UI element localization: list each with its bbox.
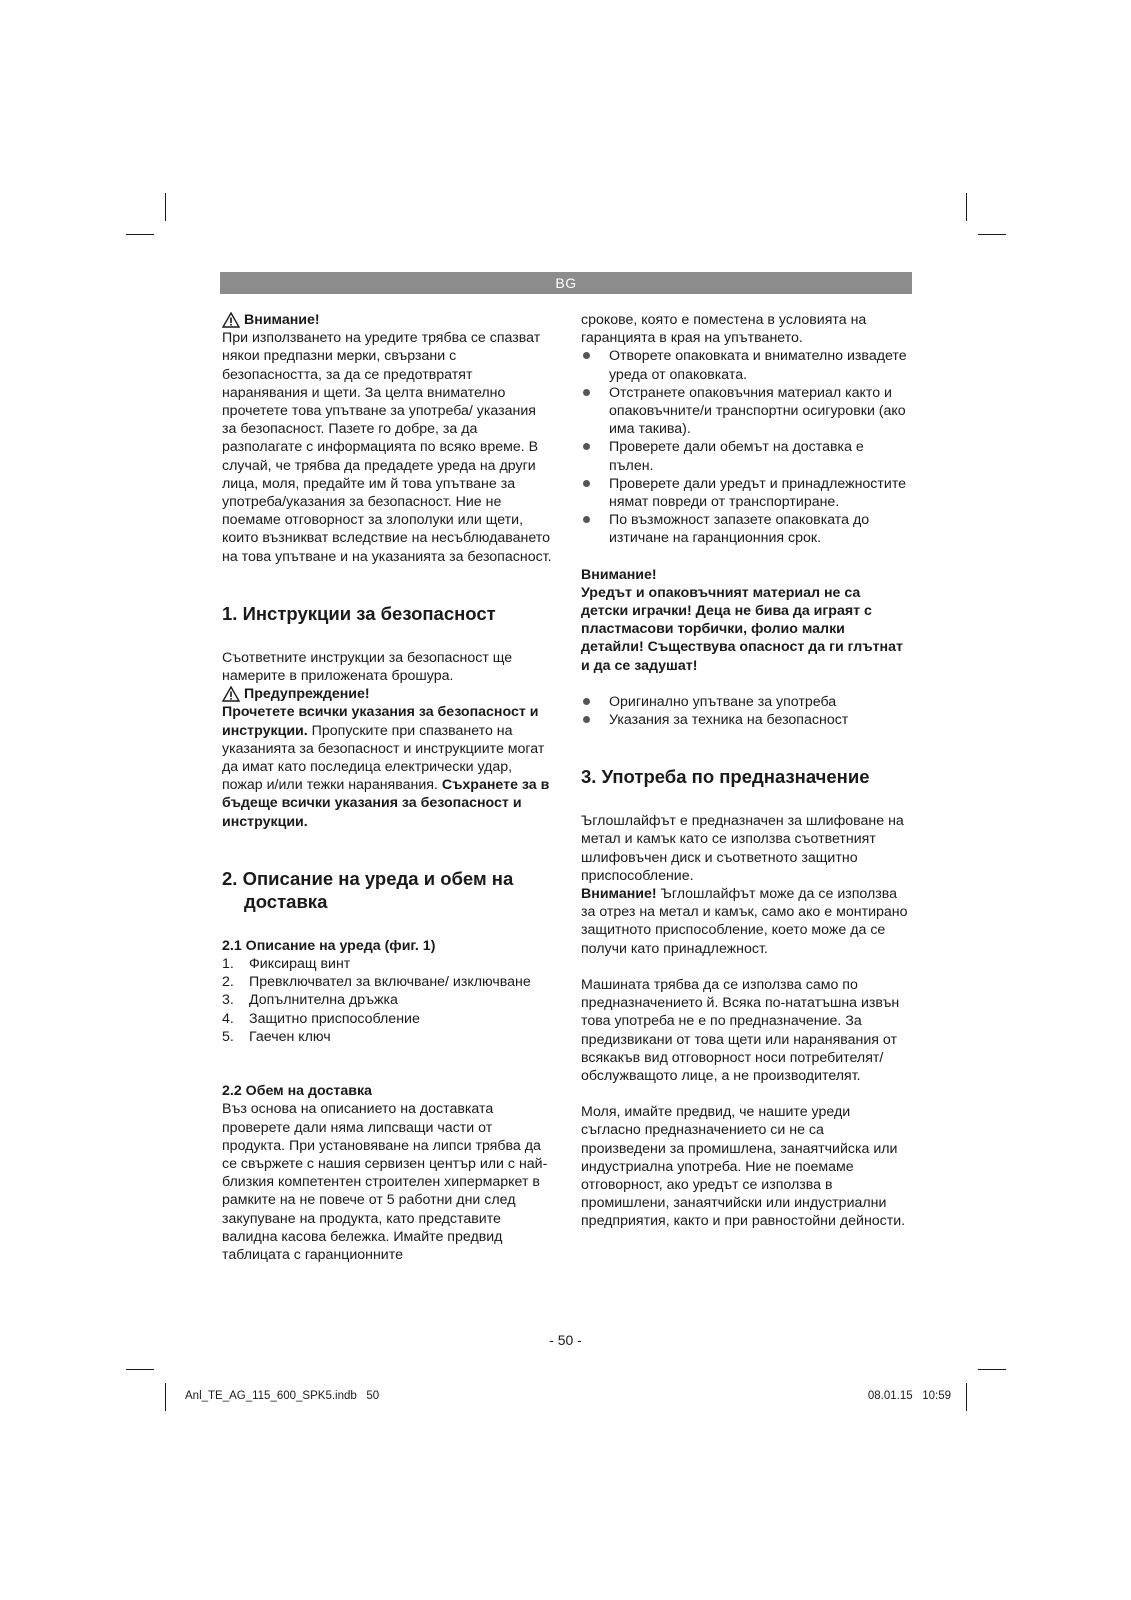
bullet-icon bbox=[583, 480, 590, 487]
list-item: 2. Превключвател за включване/ изключване bbox=[222, 974, 531, 991]
list-item: По възможност запазете опаковката до изтичане на гаранционния срок. bbox=[581, 511, 911, 547]
list-item: 4. Защитно приспособление bbox=[222, 1010, 420, 1027]
section-3-text: Моля, имайте предвид, че нашите уреди съгласно предназначението си не са произведени за промишлена, занаятчийска или индустриална употреба. Ние не поемаме отговорност, ако уредът се използва в промишлени, занаятчийски или индустриални предприятия, както и при равностойни дейности. bbox=[581, 1104, 906, 1230]
list-item: Проверете дали уредът и принадлежностите нямат повреди от транспортиране. bbox=[581, 475, 911, 511]
warning-triangle-icon bbox=[222, 686, 240, 702]
section-1-text: Съответните инструкции за безопасност ще намерите в приложената брошура. bbox=[222, 649, 513, 685]
list-item: Проверете дали обемът на доставка е пълен. bbox=[581, 438, 911, 474]
list-item: Отворете опаковката и внимателно извадете уреда от опаковката. bbox=[581, 347, 911, 383]
delivery-text: Въз основа на описанието на доставката проверете дали няма липсващи части от продукта. При установяване на липси трябва да се свържете с нашия сервизен център или с най-близкия компетентен строителен хипермаркет в рамките на не повече от 5 работни дни след закупуване на продукта, като представите валидна касова бележка. Имайте предвид таблицата с гаранционните bbox=[222, 1101, 548, 1263]
subsection-2-2-heading: 2.2 Обем на доставка bbox=[222, 1083, 372, 1100]
section-1-heading: 1. Инструкции за безопасност bbox=[222, 602, 496, 624]
list-item: Оригинално упътване за употреба bbox=[581, 693, 911, 711]
list-item: 3. Допълнителна дръжка bbox=[222, 992, 398, 1009]
warning-title: Внимание! bbox=[581, 566, 657, 583]
crop-mark bbox=[966, 1383, 967, 1411]
page-number: - 50 - bbox=[549, 1332, 582, 1348]
crop-mark bbox=[126, 234, 154, 235]
warning-text: Прочетете всички указания за безопасност и инструкции. Пропуските при спазването на указанията за безопасност и инструкциите могат да имат като последица електрически удар, пожар и/или тежки наранявания. Съхранете за в бъдеще всички указания за безопасност и инструкции. bbox=[222, 704, 550, 830]
list-item: 5. Гаечен ключ bbox=[222, 1028, 331, 1045]
bullet-icon bbox=[583, 389, 590, 396]
warning-triangle-icon bbox=[222, 312, 240, 328]
crop-mark bbox=[126, 1369, 154, 1370]
crop-mark bbox=[165, 193, 166, 221]
section-3-text: Ъглошлайфът е предназначен за шлифоване на метал и камък като се използва съответният шлифовъчен диск и съответното защитно приспособление. bbox=[581, 813, 904, 884]
section-3-heading: 3. Употреба по предназначение bbox=[581, 766, 870, 788]
crop-mark bbox=[978, 1369, 1006, 1370]
continued-text: срокове, която е поместена в условията на гаранцията в края на упътването. bbox=[581, 312, 867, 347]
warning-text: При използването на уредите трябва се спазват някои предпазни мерки, свързани с безопасността, за да се предотвратят наранявания и щети. За целта внимателно прочетете това упътване за употреба/ указания за безопасност. Пазете го добре, за да разполагате с информацията по всяко време. В случай, че трябва да предадете уреда на други лица, моля, предайте им й това упътване за употреба/указания за безопасност. Ние не поемаме отговорност за злополуки или щети, които възникват вследствие на несъблюдаването на това упътване и на указанията за безопасност. bbox=[222, 330, 552, 565]
section-3-text: Машината трябва да се използва само по предназначението й. Всяка по-нататъшна извън това употреба не е по предназначение. За предизвикани от това щети или наранявания от всякакъв вид отговорност носи потребителят/обслужващото лице, а не производителят. bbox=[581, 976, 900, 1084]
language-bar: BG bbox=[220, 272, 912, 294]
list-item: Указания за техника на безопасност bbox=[581, 711, 911, 729]
warning-title: Предупреждение! bbox=[244, 686, 370, 703]
warning-title: Внимание! bbox=[244, 312, 320, 328]
warning-heading bbox=[222, 685, 552, 703]
bullet-icon bbox=[583, 352, 590, 359]
bullet-icon bbox=[583, 516, 590, 523]
parts-list bbox=[222, 955, 552, 1046]
unpacking-list bbox=[581, 347, 911, 547]
bullet-icon bbox=[583, 443, 590, 450]
crop-mark bbox=[966, 193, 967, 221]
file-name: Anl_TE_AG_115_600_SPK5.indb 50 bbox=[185, 1390, 380, 1402]
subsection-2-1-heading: 2.1 Описание на уреда (фиг. 1) bbox=[222, 937, 436, 954]
bullet-icon bbox=[583, 698, 590, 705]
bullet-icon bbox=[583, 716, 590, 723]
documents-list bbox=[581, 693, 911, 729]
warning-heading bbox=[222, 311, 552, 329]
warning-text: Уредът и опаковъчният материал не са детски играчки! Деца не бива да играят с пластмасови торбички, фолио малки детайли! Съществува опасност да ги глътнат и да се задушат! bbox=[581, 584, 903, 674]
list-item: 1. Фиксиращ винт bbox=[222, 956, 351, 973]
crop-mark bbox=[978, 234, 1006, 235]
right-column bbox=[581, 311, 911, 1231]
list-item: Отстранете опаковъчния материал както и опаковъчните/и транспортни осигуровки (ако има такива). bbox=[581, 384, 911, 439]
section-3-text: Внимание! Ъглошлайфът може да се използва за отрез на метал и камък, само ако е монтирано защитното приспособление, което може да се получи като принадлежност. bbox=[581, 886, 908, 957]
section-2-heading: 2. Описание на уреда и обем на доставка bbox=[222, 867, 514, 912]
crop-mark bbox=[165, 1383, 166, 1411]
print-date: 08.01.15 10:59 bbox=[867, 1390, 951, 1402]
left-column bbox=[222, 311, 552, 1264]
